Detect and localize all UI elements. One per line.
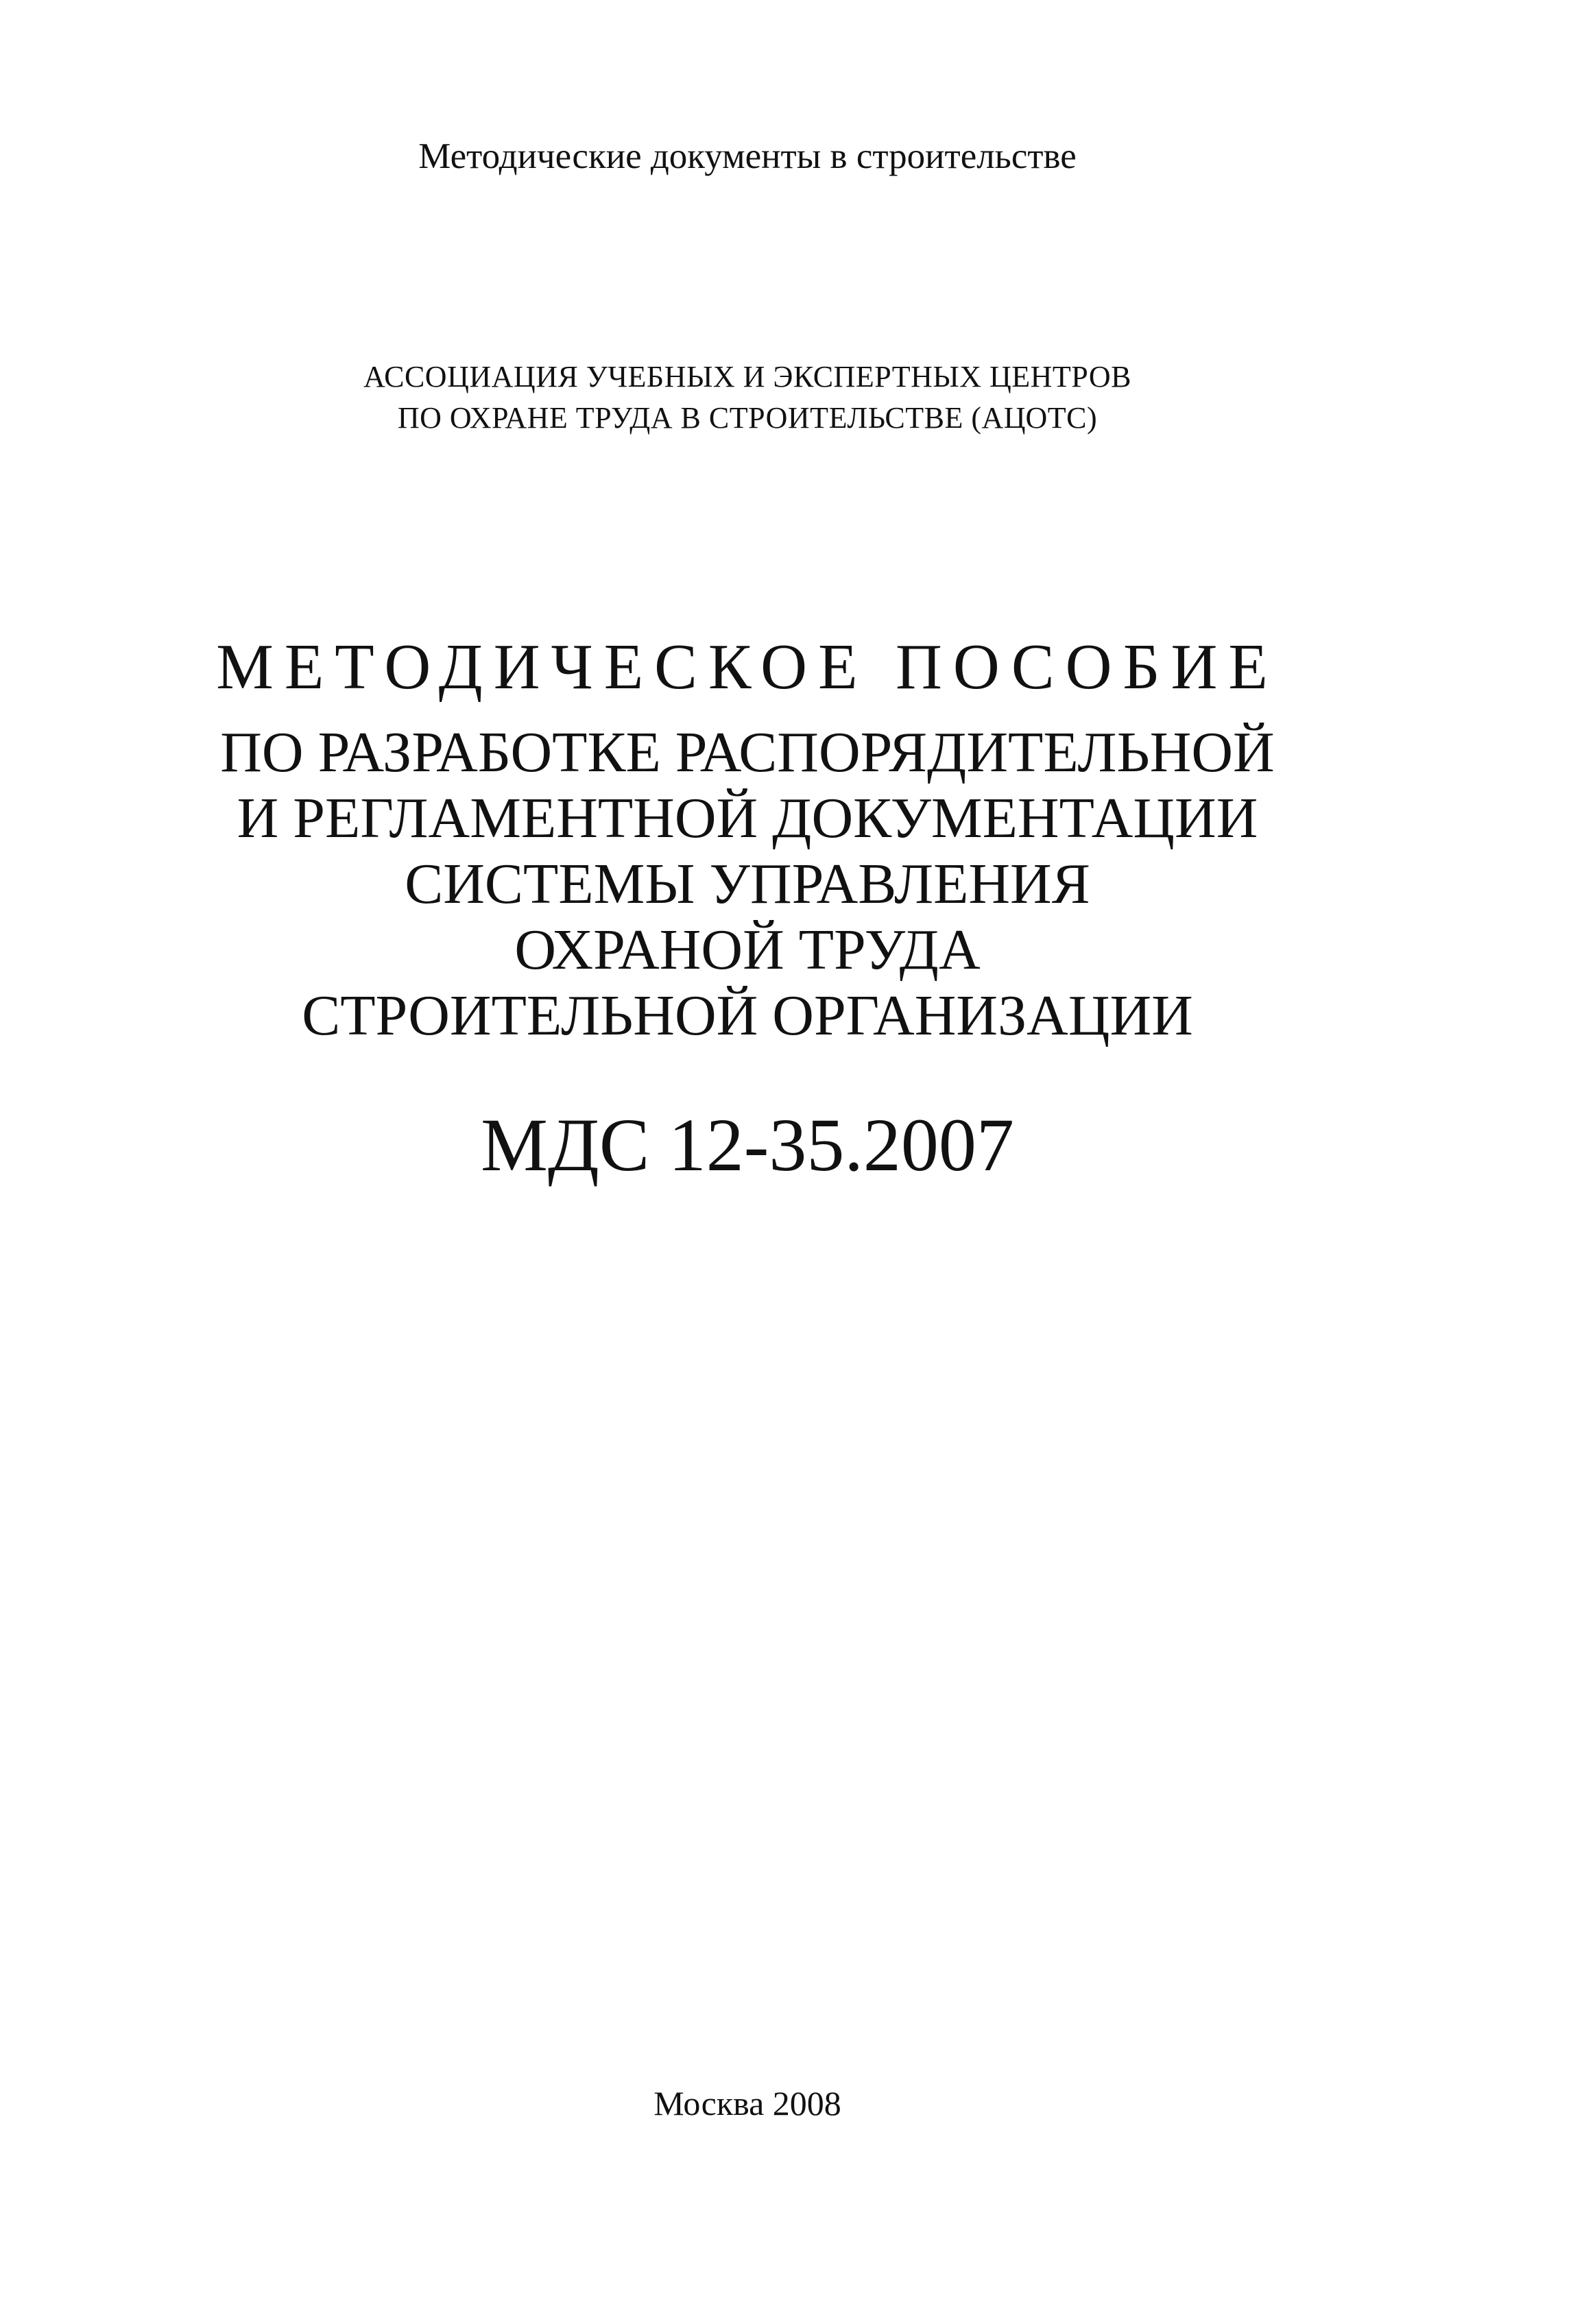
title-line-5: СТРОИТЕЛЬНОЙ ОРГАНИЗАЦИИ (302, 984, 1193, 1048)
association-line-1: АССОЦИАЦИЯ УЧЕБНЫХ И ЭКСПЕРТНЫХ ЦЕНТРОВ (363, 360, 1131, 394)
association-line-2: ПО ОХРАНЕ ТРУДА В СТРОИТЕЛЬСТВЕ (АЦОТС) (397, 401, 1098, 435)
document-title (0, 720, 1495, 1049)
title-line-3: СИСТЕМЫ УПРАВЛЕНИЯ (405, 852, 1090, 916)
series-heading: Методические документы в строительстве (418, 136, 1077, 176)
association-name (0, 356, 1495, 439)
title-line-2: И РЕГЛАМЕНТНОЙ ДОКУМЕНТАЦИИ (237, 786, 1258, 850)
document-type: МЕТОДИЧЕСКОЕ ПОСОБИЕ (216, 631, 1279, 703)
title-line-4: ОХРАНОЙ ТРУДА (514, 918, 981, 982)
document-code: МДС 12-35.2007 (481, 1103, 1014, 1187)
publication-place-year: Москва 2008 (653, 2084, 841, 2122)
title-line-1: ПО РАЗРАБОТКЕ РАСПОРЯДИТЕЛЬНОЙ (220, 721, 1275, 784)
